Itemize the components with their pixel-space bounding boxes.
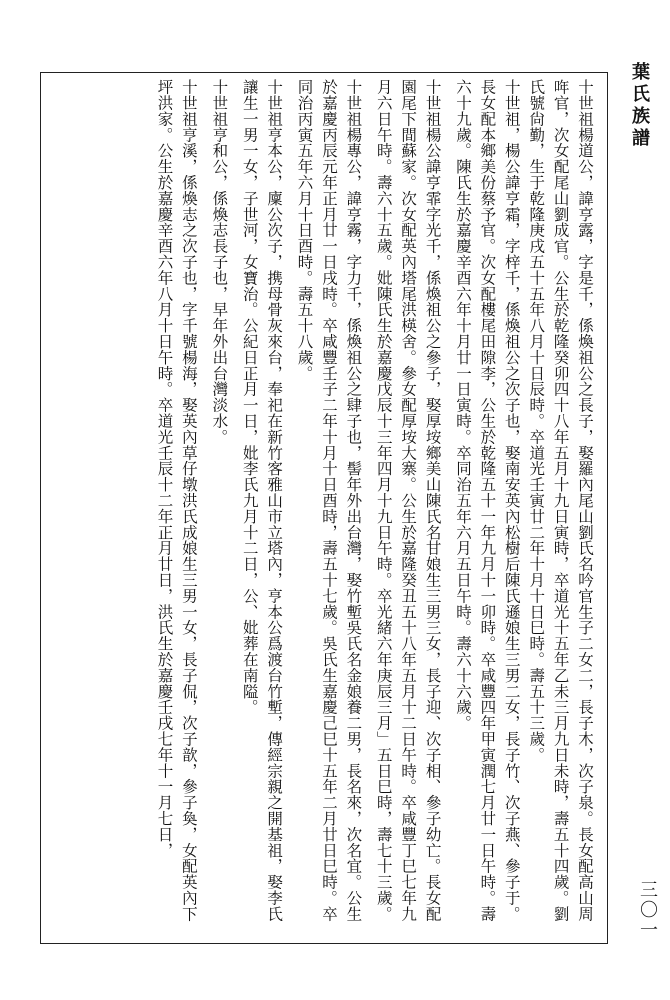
entry-heng-ben: 十世祖亨本公，廩公次子，携母骨灰來台，奉祀在新竹客雅山市立塔內，亨本公爲渡台竹塹，傳經宗親之開基祖，娶李氏讓生一男一女，子世河，女寶治。公紀日正月一日，妣李氏九月十二日，公、妣葬在南隘。 [240, 79, 284, 922]
entry-yang-gong-2: 十世祖楊公諱亨霏字光千，係煥祖公之參子，娶厚垵鄉美山陳氏名甘娘生三男三女，長子迎、次子相、參子幼亡。長女配園尾下間蘇家。次女配英內塔尾洪楧舍。參女配厚垵大寨。公生於嘉隆癸丑五十八年五月十二日午時。卒咸豐丁巳七年九月六日午時。壽六十五歲。妣陳氏生於嘉慶戊辰十三年四月十九日午時。卒光緒六年庚辰三月」五日巳時，壽七十三歲。 [374, 79, 442, 922]
entry-yang-zhuan: 十世祖楊專公，諱亨霧，字力千，係煥祖公之肆子也，髻年外出台灣，娶竹塹吳氏名金娘養二男，長名來，次名宜。公生於嘉慶丙辰元年正月廿一日戌時。卒咸豐壬子二年十月十日酉時，壽五十七歲。吳氏生嘉慶己巳十五年二月廿日巳時。卒同治丙寅五年六月十日酉時。壽五十八歲。 [295, 79, 363, 922]
page-title: 葉氏族譜 [629, 62, 650, 150]
page-number: 三〇一 [637, 880, 658, 940]
text-frame [40, 72, 608, 944]
entry-yang-gong: 十世祖，楊公諱亨霜，字梓千，係煥祖公之次子也，娶南安英內松樹后陳氏遜娘生三男二女，長子竹、次子燕、參子于。長女配本鄉美份蔡予官。次女配樓尾田隙李，公生於乾隆五十一年九月十一卯時。卒咸豐四年甲寅潤七月廿一日午時。壽六十九歲。陳氏生於嘉慶辛酉六年十月廿一日寅時。卒同治五年六月五日午時。壽六十六歲。 [453, 79, 521, 922]
entry-heng-xi: 十世祖亨溪，係煥志之次子也，字千號楊海，娶英內草仔墩洪氏成娘生三男一女，長子侃，次子歆，參子奐，女配英內下坪洪家。公生於嘉慶辛酉六年八月十日午時。卒道光壬辰十二年正月廿日，洪氏生於嘉慶壬戌七年十一月七日， [155, 79, 198, 922]
entry-heng-he: 十世祖亨和公，係煥志長子也，早年外出台灣淡水。 [210, 79, 229, 445]
genealogy-text [47, 79, 597, 937]
entry-yang-dao: 十世祖楊道公，諱亨露，字是千，係煥祖公之長子，娶羅內尾山劉氏名吟官生子二女二，長子木，次子泉。長女配高山周哖官，次女配尾山劉成官。公生於乾隆癸卯四十八年五月十九日寅時，卒道光十五年乙未三月九日未時，壽五十四歲。劉氏號尙勤，生于乾隆庚戌五十五年八月十日辰時。卒道光壬寅廿二年十月十日巳時。壽五十三歲。 [527, 79, 594, 922]
